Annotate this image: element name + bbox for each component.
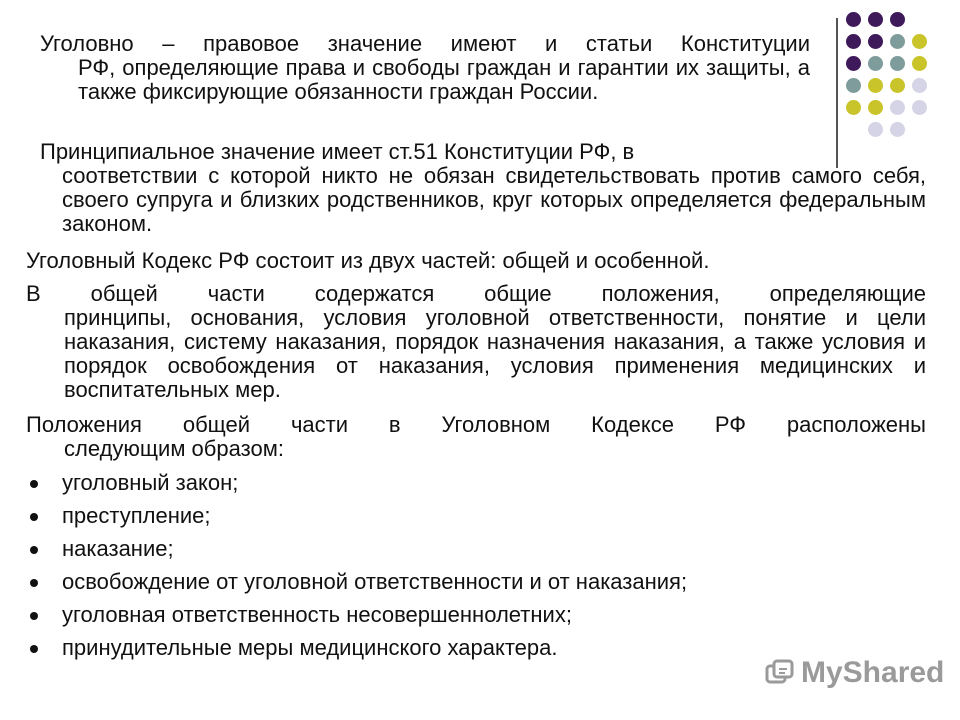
paragraph-code-structure [26, 249, 926, 273]
myshared-logo-icon [765, 658, 795, 688]
decorative-dot [846, 100, 861, 115]
paragraph-continuation: РФ, определяющие права и свободы граждан и гарантии их защиты, а также фиксирующие обязанности граждан России. [78, 55, 810, 104]
watermark[interactable] [765, 655, 944, 691]
decorative-dot [868, 122, 883, 137]
bullet-icon [30, 612, 38, 620]
paragraph-article-51 [40, 140, 926, 236]
decorative-dot [912, 56, 927, 71]
bullet-icon [30, 480, 38, 488]
paragraph-first-line: Уголовно – правовое значение имеют и статьи Конституции [40, 31, 810, 56]
decorative-dot [890, 100, 905, 115]
paragraph-constitution-articles [40, 32, 810, 104]
bullet-icon [30, 579, 38, 587]
decorative-dot [846, 34, 861, 49]
decorative-dot [890, 34, 905, 49]
paragraph-general-part [26, 282, 926, 402]
decorative-dot [846, 56, 861, 71]
list-item: наказание; [26, 537, 926, 570]
decorative-dot [846, 12, 861, 27]
paragraph-first-line: Положения общей части в Уголовном Кодексе РФ расположены [26, 412, 926, 437]
decorative-dot [846, 78, 861, 93]
decorative-dot [868, 100, 883, 115]
paragraph-continuation: принципы, основания, условия уголовной ответственности, понятие и цели наказания, систему наказания, порядок назначения наказания, а также условия и порядок освобождения от наказания, условия применения медицинских и воспитательных мер. [64, 305, 926, 402]
paragraph-first-line: Уголовный Кодекс РФ состоит из двух частей: общей и особенной. [26, 248, 710, 273]
decorative-dot [912, 100, 927, 115]
list-item: преступление; [26, 504, 926, 537]
decorative-dot [912, 34, 927, 49]
bullet-list [26, 471, 926, 669]
decorative-dot [868, 56, 883, 71]
paragraph-continuation: соответствии с которой никто не обязан свидетельствовать против самого себя, своего супруга и близких родственников, круг которых определяется федеральным законом. [62, 163, 926, 236]
decorative-dot [912, 78, 927, 93]
paragraph-general-part-layout [26, 413, 926, 461]
decorative-dot [868, 12, 883, 27]
decorative-dot [890, 12, 905, 27]
decorative-dot [890, 56, 905, 71]
list-item: уголовная ответственность несовершеннолетних; [26, 603, 926, 636]
list-item: уголовный закон; [26, 471, 926, 504]
paragraph-first-line: В общей части содержатся общие положения, определяющие [26, 281, 926, 306]
decorative-dot [890, 78, 905, 93]
bullet-icon [30, 645, 38, 653]
decorative-dot [868, 34, 883, 49]
decorative-dot [868, 78, 883, 93]
bullet-icon [30, 513, 38, 521]
watermark-text: MyShared [801, 656, 945, 689]
bullet-icon [30, 546, 38, 554]
list-item: освобождение от уголовной ответственности и от наказания; [26, 570, 926, 603]
list-item: принудительные меры медицинского характера. [26, 636, 926, 669]
decorative-dot [890, 122, 905, 137]
paragraph-first-line: Принципиальное значение имеет ст.51 Конституции РФ, в [40, 139, 635, 164]
paragraph-continuation: следующим образом: [64, 436, 284, 461]
